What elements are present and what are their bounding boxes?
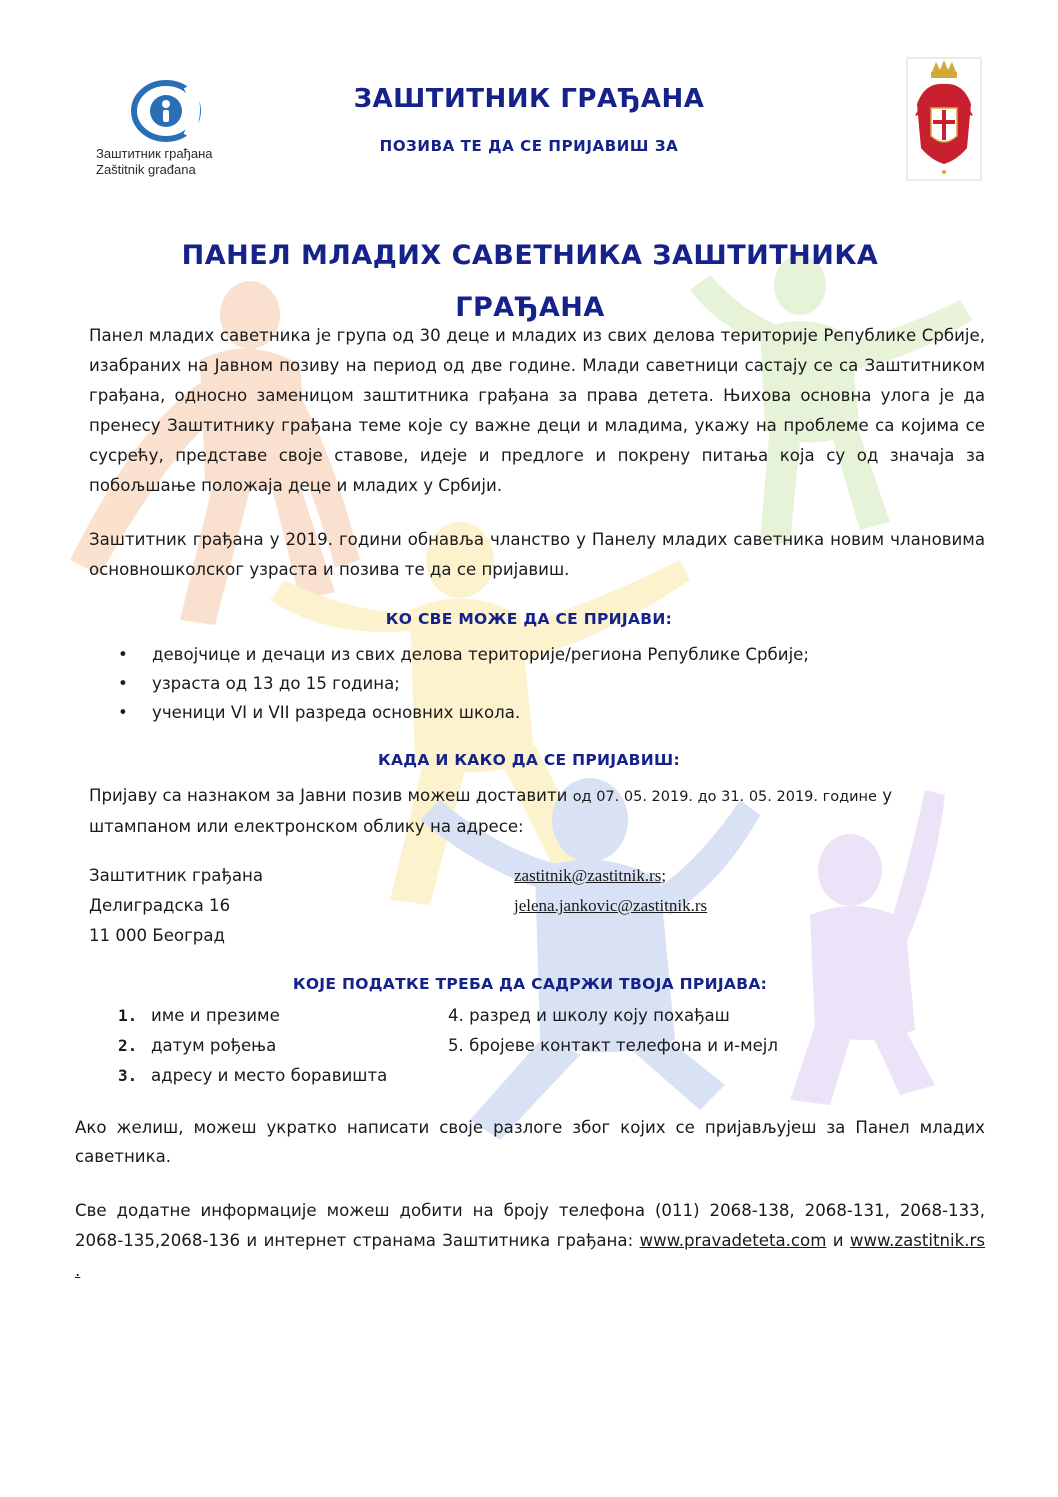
logo-caption-latin: Zaštitnik građana bbox=[96, 162, 196, 177]
address-line1: Заштитник грађана bbox=[89, 866, 264, 885]
email-addresses bbox=[514, 861, 707, 921]
link-pravadeteta[interactable]: www.pravadeteta.com bbox=[639, 1231, 827, 1250]
when-how-heading: КАДА И КАКО ДА СЕ ПРИЈАВИШ: bbox=[378, 751, 680, 769]
postal-address bbox=[89, 861, 263, 951]
contact-paragraph bbox=[75, 1196, 985, 1286]
intro-paragraph: Панел младих саветника је група од 30 деце и младих из свих делова територије Републике Србије, изабраних на Јавном позиву на период од две године. Млади саветници састају се са Заштитником грађана, односно заменицом заштитника грађана за права детета. Њихова основна улога је да пренесу Заштитнику грађана теме које су важне деци и младима, укажу на проблеме са којима се сусрећу, представе своје ставове, идеје и предлоге и покрену питања која су од значаја за побољшање положаја деце и младих у Србији. bbox=[89, 326, 985, 495]
item-number: 3. bbox=[118, 1066, 138, 1085]
list-item: 5. бројеве контакт телефона и и-мејл bbox=[448, 1036, 779, 1055]
list-item bbox=[118, 1061, 448, 1091]
list-item bbox=[118, 1001, 448, 1031]
page-title bbox=[140, 230, 920, 334]
coat-of-arms-icon bbox=[905, 56, 983, 182]
address-line3: 11 000 Београд bbox=[89, 926, 225, 945]
application-content-heading: КОЈЕ ПОДАТКЕ ТРЕБА ДА САДРЖИ ТВОЈА ПРИЈАВА: bbox=[292, 975, 768, 993]
link-zastitnik[interactable]: www.zastitnik.rs . bbox=[75, 1231, 985, 1280]
item-text: датум рођења bbox=[151, 1036, 277, 1055]
header-title: ЗАШТИТНИК ГРАЂАНА bbox=[353, 84, 705, 114]
application-instructions bbox=[89, 781, 989, 842]
list-item: 4. разред и школу коју похађаш bbox=[448, 1006, 730, 1025]
logo-caption-cyrillic: Заштитник грађана bbox=[96, 146, 213, 161]
who-can-apply-list bbox=[118, 640, 809, 727]
header-subtitle: ПОЗИВА ТЕ ДА СЕ ПРИЈАВИШ ЗА bbox=[379, 137, 679, 155]
application-content-list bbox=[118, 1001, 838, 1091]
instructions-text-end: у штампаном или електронском облику на адресе: bbox=[89, 786, 893, 836]
renewal-paragraph: Заштитник грађана у 2019. години обнавља чланство у Панелу младих саветника новим члановима основношколског узраста и позива те да се пријавиш. bbox=[89, 530, 985, 579]
instructions-text-start: Пријаву са назнаком за Јавни позив можеш доставити bbox=[89, 786, 573, 805]
list-item: • девојчице и дечаци из свих делова територије/региона Републике Србије; bbox=[118, 640, 809, 669]
who-can-apply-heading: КО СВЕ МОЖЕ ДА СЕ ПРИЈАВИ: bbox=[385, 610, 673, 628]
email-separator: ; bbox=[661, 866, 667, 885]
page-title-line2: ГРАЂАНА bbox=[455, 292, 605, 323]
contact-text: Све додатне информације можеш добити на броју телефона (011) 2068-138, 2068-131, 2068-133, 2068-135,2068-136 и интернет странама Заштитника грађана: bbox=[75, 1201, 985, 1250]
optional-reasons-paragraph: Ако желиш, можеш укратко написати своје разлоге због којих се пријављујеш за Панел младих саветника. bbox=[75, 1118, 985, 1166]
application-dates: од 07. 05. 2019. до 31. 05. 2019. године bbox=[572, 789, 877, 805]
item-number: 2. bbox=[118, 1036, 138, 1055]
list-item bbox=[118, 1031, 448, 1061]
list-item: • узраста од 13 до 15 година; bbox=[118, 669, 809, 698]
contact-connector: и bbox=[826, 1231, 850, 1250]
item-text: име и презиме bbox=[151, 1006, 280, 1025]
page-title-line1: ПАНЕЛ МЛАДИХ САВЕТНИКА ЗАШТИТНИКА bbox=[181, 240, 879, 271]
address-line2: Делиградска 16 bbox=[89, 896, 231, 915]
email-link-jelena[interactable]: jelena.jankovic@zastitnik.rs bbox=[514, 896, 708, 915]
serbian-coat-of-arms bbox=[905, 56, 983, 182]
item-text: адресу и место боравишта bbox=[151, 1066, 388, 1085]
item-number: 1. bbox=[118, 1006, 138, 1025]
list-item: • ученици VI и VII разреда основних школа. bbox=[118, 698, 809, 727]
email-link-zastitnik[interactable]: zastitnik@zastitnik.rs bbox=[514, 866, 662, 885]
